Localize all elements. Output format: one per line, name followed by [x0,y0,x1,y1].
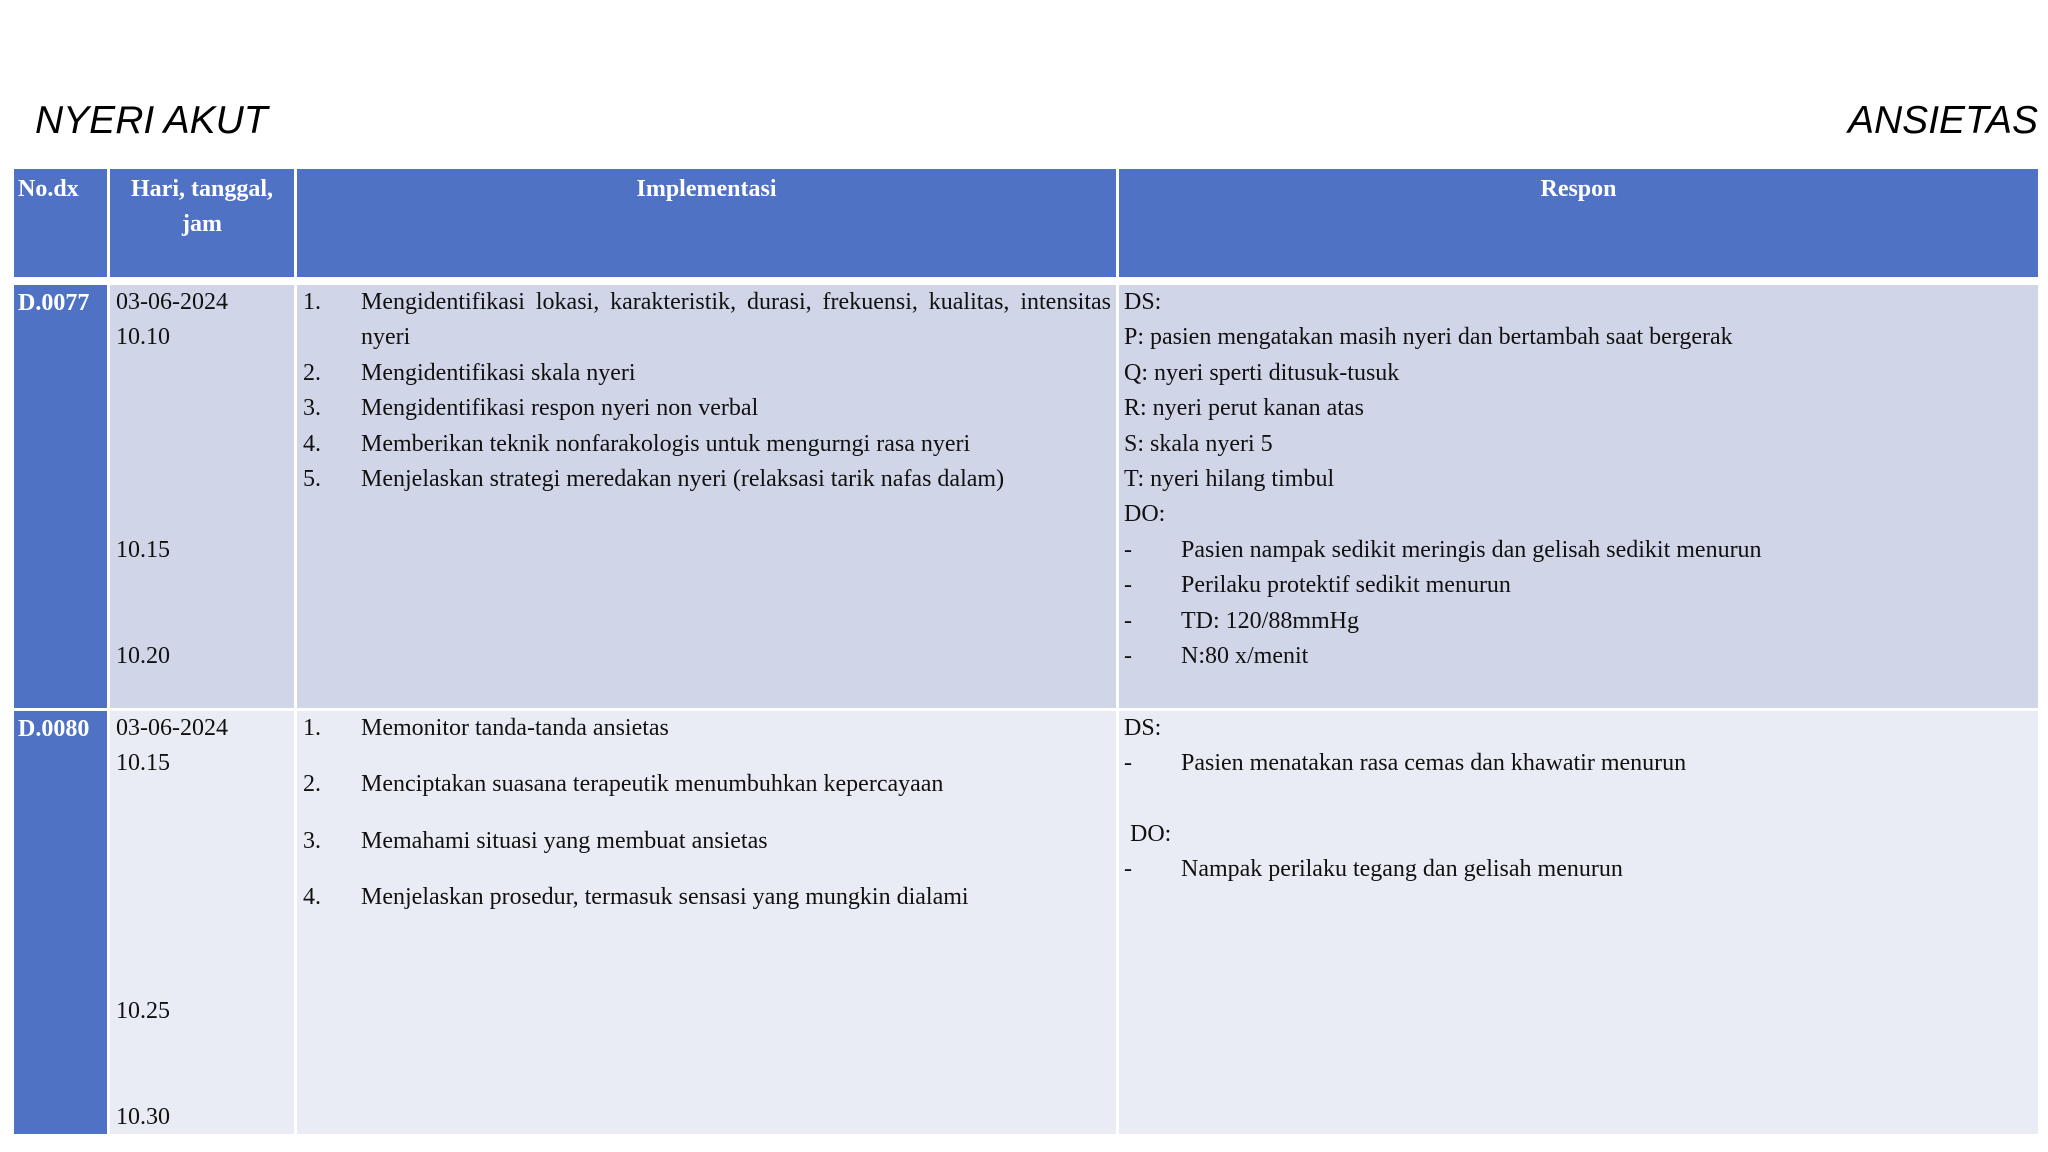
list-item [303,356,1111,391]
list-number: 4. [303,430,321,457]
time-value: 10.15 [116,537,170,563]
header-respon: Respon [1118,168,2040,279]
respon-line: S: skala nyeri 5 [1124,430,1273,457]
dx-code: D.0080 [13,710,109,1136]
list-text: Mengidentifikasi respon nyeri non verbal [361,395,759,422]
bullet-text: Nampak perilaku tegang dan gelisah menurun [1181,856,1623,883]
list-text: Memahami situasi yang membuat ansietas [361,827,768,854]
date-value: 03-06-2024 [116,715,228,741]
header-implementasi: Implementasi [296,168,1118,279]
implementation-table [11,166,2041,1137]
bullet-dash: - [1124,643,1132,670]
list-text: Menjelaskan prosedur, termasuk sensasi yang mungkin dialami [361,884,969,911]
respon-cell [1118,284,2040,710]
date-cell [109,710,296,1136]
list-text: Menjelaskan strategi meredakan nyeri (relaksasi tarik nafas dalam) [361,466,1005,493]
implementasi-cell [296,284,1118,710]
heading-ansietas: ANSIETAS [1848,99,2038,142]
time-value: 10.10 [116,324,170,351]
respon-line: DO: [1124,820,1172,847]
list-item [303,767,1111,802]
list-item [303,427,1111,462]
list-item [1124,568,2038,603]
time-value: 10.30 [116,1104,170,1130]
date-value: 03-06-2024 [116,289,228,315]
bullet-text: TD: 120/88mmHg [1181,607,1359,634]
bullet-dash: - [1124,856,1132,883]
list-number: 2. [303,359,321,386]
list-number: 3. [303,827,321,854]
time-value: 10.15 [116,750,170,777]
bullet-text: N:80 x/menit [1181,643,1309,670]
respon-line: P: pasien mengatakan masih nyeri dan bertambah saat bergerak [1124,324,1733,351]
list-text: Menciptakan suasana terapeutik menumbuhkan kepercayaan [361,771,944,798]
list-item [303,391,1111,426]
implementasi-cell [296,710,1118,1136]
bullet-dash: - [1124,750,1132,777]
list-number: 1. [303,715,321,741]
list-item [1124,533,2038,568]
date-cell [109,284,296,710]
list-item [1124,639,2038,674]
list-item [1124,852,2038,887]
bullet-dash: - [1124,536,1132,563]
bullet-text: Pasien nampak sedikit meringis dan gelisah sedikit menurun [1181,536,1762,563]
list-text: Memberikan teknik nonfarakologis untuk mengurngi rasa nyeri [361,430,971,457]
list-item [303,711,1111,746]
list-number: 4. [303,884,321,911]
list-text: Memonitor tanda-tanda ansietas [361,715,669,741]
header-date: Hari, tanggal, jam [109,168,296,279]
list-item [303,824,1111,859]
list-number: 1. [303,289,321,315]
bullet-dash: - [1124,572,1132,599]
bullet-dash: - [1124,607,1132,634]
list-item [303,880,1111,915]
list-item [303,285,1111,356]
respon-cell [1118,710,2040,1136]
list-item [303,462,1111,497]
table-row [13,710,2040,1136]
header-no-dx: No.dx [13,168,109,279]
respon-line: DS: [1124,715,1162,741]
table-row [13,284,2040,710]
respon-line: DO: [1124,501,1166,528]
list-number: 5. [303,466,321,493]
respon-line: R: nyeri perut kanan atas [1124,395,1364,422]
list-number: 3. [303,395,321,422]
respon-line: T: nyeri hilang timbul [1124,466,1335,493]
list-item [1124,604,2038,639]
list-text: Mengidentifikasi skala nyeri [361,359,636,386]
respon-line: Q: nyeri sperti ditusuk-tusuk [1124,359,1400,386]
list-item [1124,746,2038,781]
heading-nyeri-akut: NYERI AKUT [35,99,268,142]
bullet-text: Pasien menatakan rasa cemas dan khawatir menurun [1181,750,1687,777]
list-text: Mengidentifikasi lokasi, karakteristik, durasi, frekuensi, kualitas, intensitas nyeri [361,289,1111,351]
time-value: 10.25 [116,998,170,1024]
bullet-text: Perilaku protektif sedikit menurun [1181,572,1511,599]
list-number: 2. [303,771,321,798]
respon-line: DS: [1124,289,1162,315]
time-value: 10.20 [116,643,170,669]
dx-code: D.0077 [13,284,109,710]
